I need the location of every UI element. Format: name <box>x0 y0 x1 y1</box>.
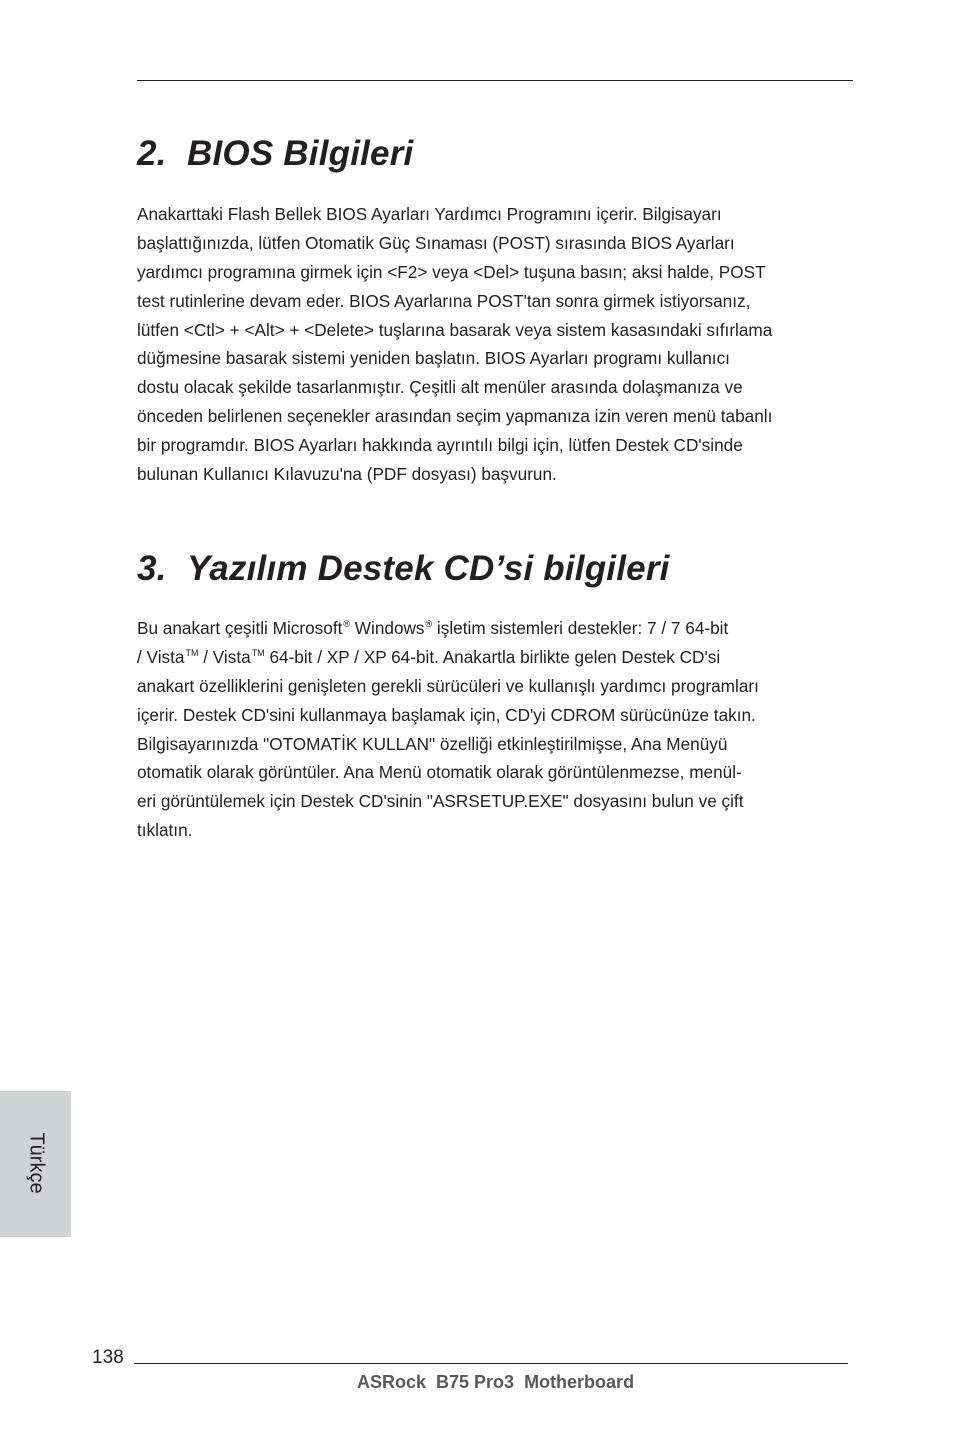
paragraph-line <box>137 643 857 672</box>
trademark-mark: TM <box>185 647 199 658</box>
text-run: işletim sistemleri destekler: 7 / 7 64-bit <box>432 618 729 638</box>
section-title: Yazılım Destek CD’si bilgileri <box>187 549 670 588</box>
paragraph-line: Bilgisayarınızda "OTOMATİK KULLAN" özelliği etkinleştirilmişse, Ana Menüyü <box>137 733 728 754</box>
paragraph-line: yardımcı programına girmek için <F2> veya <Del> tuşuna basın; aksi halde, POST <box>137 261 766 282</box>
paragraph-line: anakart özelliklerini genişleten gerekli sürücüleri ve kullanışlı yardımcı programları <box>137 675 759 696</box>
section-title: BIOS Bilgileri <box>187 134 414 173</box>
section-number: 2. <box>137 134 167 173</box>
paragraph-line: Anakarttaki Flash Bellek BIOS Ayarları Yardımcı Programını içerir. Bilgisayarı <box>137 204 722 224</box>
paragraph-line: bulunan Kullanıcı Kılavuzu'na (PDF dosyası) başvurun. <box>137 464 557 485</box>
trademark-mark: TM <box>251 647 265 658</box>
text-run: / Vista <box>137 646 185 667</box>
bios-paragraph <box>137 200 857 489</box>
section-heading-cd <box>137 549 670 589</box>
footer-title: ASRock B75 Pro3 Motherboard <box>357 1372 635 1392</box>
text-run: Bu anakart çeşitli Microsoft <box>137 618 343 638</box>
text-run: / Vista <box>198 646 251 667</box>
text-run: Windows <box>350 618 425 638</box>
paragraph-line <box>137 614 857 643</box>
registered-mark: ® <box>425 619 433 629</box>
paragraph-line: bir programdır. BIOS Ayarları hakkında ayrıntılı bilgi için, lütfen Destek CD'sinde <box>137 435 743 456</box>
text-run: 64-bit / XP / XP 64-bit. Anakartla birlikte gelen Destek CD'si <box>264 646 721 667</box>
paragraph-line: içerir. Destek CD'sini kullanmaya başlamak için, CD'yi CDROM sürücünüze takın. <box>137 704 756 725</box>
paragraph-line: lütfen <Ctl> + <Alt> + <Delete> tuşlarına basarak veya sistem kasasındaki sıfırlama <box>137 319 773 340</box>
paragraph-line: test rutinlerine devam eder. BIOS Ayarlarına POST'tan sonra girmek istiyorsanız, <box>137 290 751 311</box>
paragraph-line: önceden belirlenen seçenekler arasından seçim yapmanıza izin veren menü tabanlı <box>137 406 773 427</box>
registered-mark: ® <box>343 619 351 629</box>
language-tab <box>0 1091 71 1237</box>
paragraph-line: başlattığınızda, lütfen Otomatik Güç Sınaması (POST) sırasında BIOS Ayarları <box>137 232 735 253</box>
page-number: 138 <box>92 1347 124 1368</box>
section-heading-bios <box>137 134 413 174</box>
paragraph-line: tıklatın. <box>137 820 193 841</box>
paragraph-line: eri görüntülemek için Destek CD'sinin "ASRSETUP.EXE" dosyasını bulun ve çift <box>137 791 744 812</box>
footer-divider <box>134 1363 848 1364</box>
paragraph-line: düğmesine basarak sistemi yeniden başlatın. BIOS Ayarları programı kullanıcı <box>137 348 730 369</box>
paragraph-line: dostu olacak şekilde tasarlanmıştır. Çeşitli alt menüler arasında dolaşmanıza ve <box>137 377 743 398</box>
cd-paragraph <box>137 614 857 845</box>
top-divider <box>137 80 853 81</box>
language-label: Türkçe <box>25 1132 48 1194</box>
paragraph-line: otomatik olarak görüntüler. Ana Menü otomatik olarak görüntülenmezse, menül- <box>137 762 742 783</box>
section-number: 3. <box>137 549 167 588</box>
